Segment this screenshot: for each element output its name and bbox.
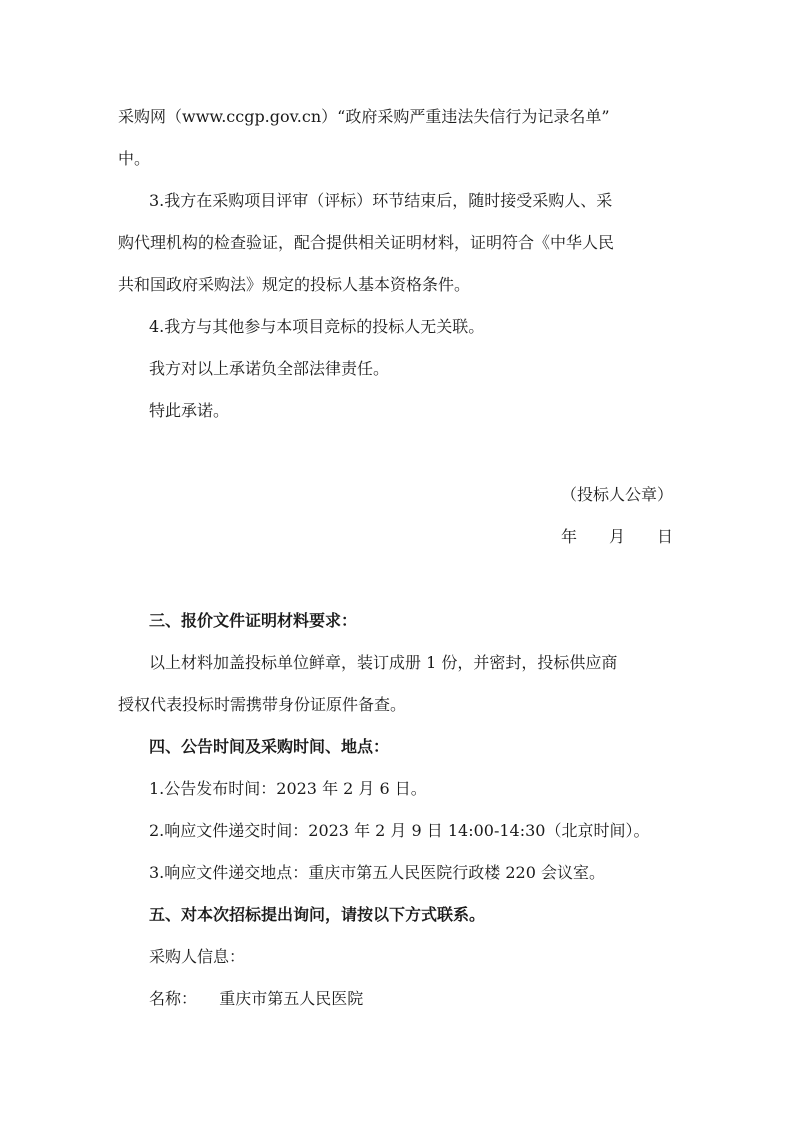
liability-statement: 我方对以上承诺负全部法律责任。 [149, 359, 390, 378]
paragraph-line: 中。 [118, 149, 151, 168]
buyer-name-value: 重庆市第五人民医院 [219, 989, 364, 1008]
hereby-statement: 特此承诺。 [149, 401, 230, 420]
commitment-item-4: 4.我方与其他参与本项目竞标的投标人无关联。 [149, 317, 485, 336]
signature-date: 年 月 日 [560, 527, 673, 546]
submission-location: 3.响应文件递交地点：重庆市第五人民医院行政楼 220 会议室。 [149, 863, 605, 882]
announcement-time: 1.公告发布时间：2023 年 2 月 6 日。 [149, 779, 427, 798]
submission-time: 2.响应文件递交时间：2023 年 2 月 9 日 14:00-14:30（北京时间）。 [149, 821, 650, 840]
section-5-heading: 五、对本次招标提出询问，请按以下方式联系。 [149, 905, 486, 924]
paragraph-line: 共和国政府采购法》规定的投标人基本资格条件。 [118, 275, 471, 294]
buyer-name-row [149, 987, 709, 1011]
bidder-seal-label: （投标人公章） [560, 485, 673, 504]
buyer-info-label: 采购人信息： [149, 947, 246, 966]
paragraph-line: 采购网（www.ccgp.gov.cn）“政府采购严重违法失信行为记录名单” [118, 107, 610, 126]
paragraph-line: 授权代表投标时需携带身份证原件备查。 [118, 695, 407, 714]
section-3-heading: 三、报价文件证明材料要求： [149, 611, 358, 630]
section-4-heading: 四、公告时间及采购时间、地点： [149, 737, 390, 756]
paragraph-line: 以上材料加盖投标单位鲜章，装订成册 1 份，并密封，投标供应商 [149, 653, 618, 672]
paragraph-line: 购代理机构的检查验证，配合提供相关证明材料，证明符合《中华人民 [118, 233, 615, 252]
buyer-name-label: 名称： [149, 989, 198, 1008]
commitment-item-3: 3.我方在采购项目评审（评标）环节结束后，随时接受采购人、采 [149, 191, 613, 210]
